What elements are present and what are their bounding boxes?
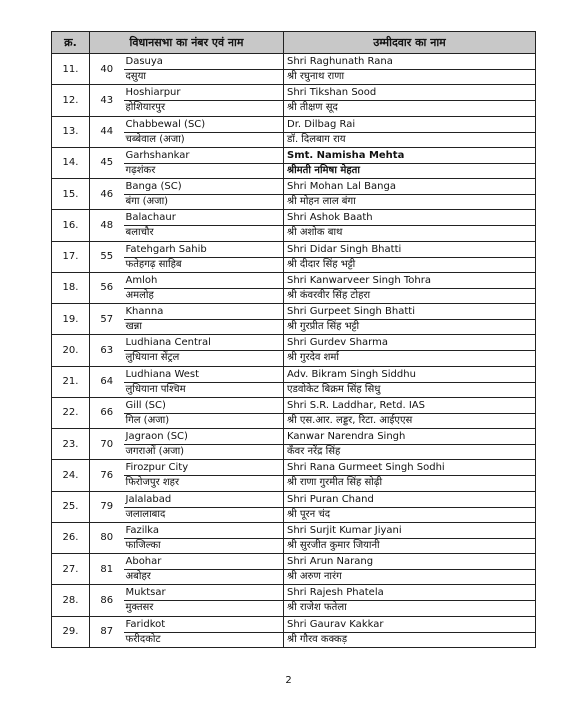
candidate-name	[284, 585, 536, 616]
table-row	[52, 460, 536, 491]
table-row	[52, 210, 536, 241]
serial-number: 24.	[52, 460, 90, 491]
constituency-name-english: Amloh	[125, 274, 158, 286]
serial-number: 13.	[52, 116, 90, 147]
constituency-name-english: Dasuya	[125, 56, 163, 68]
serial-number: 20.	[52, 335, 90, 366]
candidate-name-hindi: श्री गौरव कक्कड़	[284, 632, 535, 647]
candidate-name-hindi: श्री गुरप्रीत सिंह भट्टी	[284, 319, 535, 334]
table-row	[52, 179, 536, 210]
constituency-number: 64	[90, 366, 124, 397]
candidate-name-hindi: श्री तीक्षण सूद	[284, 100, 535, 115]
header-candidate: उम्मीदवार का नाम	[284, 32, 536, 54]
constituency-name-hindi: जगराओं (अजा)	[124, 444, 284, 459]
constituency-name-hindi: मुक्तसर	[124, 600, 284, 615]
candidate-name-english: Shri Tikshan Sood	[287, 87, 377, 99]
table-row	[52, 366, 536, 397]
candidate-name-hindi: एडवोकेट बिक्रम सिंह सिधु	[284, 382, 535, 397]
table-body	[52, 54, 536, 648]
table-row	[52, 616, 536, 647]
constituency-name-english: Hoshiarpur	[125, 87, 181, 99]
constituency-name-english: Jalalabad	[125, 493, 172, 505]
constituency-name	[124, 366, 284, 397]
candidate-name-hindi: श्री रघुनाथ राणा	[284, 69, 535, 84]
serial-number: 11.	[52, 54, 90, 85]
constituency-number: 57	[90, 304, 124, 335]
constituency-name-english: Faridkot	[125, 618, 166, 630]
constituency-name-english: Ludhiana Central	[125, 337, 211, 349]
constituency-number: 87	[90, 616, 124, 647]
header-constituency: विधानसभा का नंबर एवं नाम	[90, 32, 284, 54]
candidate-name-hindi: कँवर नरेंद्र सिंह	[284, 444, 535, 459]
candidate-name	[284, 397, 536, 428]
serial-number: 19.	[52, 304, 90, 335]
candidate-name	[284, 272, 536, 303]
table-row	[52, 429, 536, 460]
constituency-name	[124, 304, 284, 335]
serial-number: 18.	[52, 272, 90, 303]
candidate-name	[284, 429, 536, 460]
constituency-name-english: Garhshankar	[125, 149, 190, 161]
candidate-name	[284, 366, 536, 397]
candidate-table	[51, 31, 536, 648]
constituency-name	[124, 522, 284, 553]
constituency-name-hindi: जलालाबाद	[124, 507, 284, 522]
candidate-name	[284, 147, 536, 178]
constituency-number: 76	[90, 460, 124, 491]
candidate-name-english: Shri Didar Singh Bhatti	[287, 243, 402, 255]
constituency-number: 56	[90, 272, 124, 303]
constituency-name-english: Gill (SC)	[125, 399, 166, 411]
constituency-name-hindi: खन्ना	[124, 319, 284, 334]
candidate-name	[284, 491, 536, 522]
constituency-name-english: Jagraon (SC)	[125, 431, 188, 443]
constituency-name	[124, 554, 284, 585]
candidate-name-hindi: श्री मोहन लाल बंगा	[284, 194, 535, 209]
candidate-name	[284, 616, 536, 647]
constituency-name-english: Firozpur City	[125, 462, 189, 474]
candidate-name	[284, 179, 536, 210]
table-row	[52, 85, 536, 116]
constituency-name-hindi: गढ़शंकर	[124, 163, 284, 178]
candidate-name-english: Shri Gurpeet Singh Bhatti	[287, 306, 415, 318]
serial-number: 15.	[52, 179, 90, 210]
table-row	[52, 147, 536, 178]
candidate-name-english: Smt. Namisha Mehta	[287, 149, 405, 161]
constituency-name	[124, 241, 284, 272]
constituency-name-hindi: अमलोह	[124, 288, 284, 303]
constituency-number: 55	[90, 241, 124, 272]
serial-number: 21.	[52, 366, 90, 397]
constituency-name-english: Khanna	[125, 306, 164, 318]
candidate-name-hindi: श्री राणा गुरमीत सिंह सोढ़ी	[284, 475, 535, 490]
constituency-name	[124, 179, 284, 210]
serial-number: 12.	[52, 85, 90, 116]
table-row	[52, 272, 536, 303]
candidate-name-english: Shri Puran Chand	[287, 493, 374, 505]
candidate-name	[284, 54, 536, 85]
constituency-number: 81	[90, 554, 124, 585]
constituency-name-english: Fatehgarh Sahib	[125, 243, 207, 255]
header-serial-number: क्र.	[52, 32, 90, 54]
constituency-name-hindi: बलाचौर	[124, 225, 284, 240]
candidate-name-hindi: श्री राजेश फतेला	[284, 600, 535, 615]
candidate-name-english: Shri Raghunath Rana	[287, 56, 393, 68]
constituency-number: 46	[90, 179, 124, 210]
constituency-name-hindi: फरीदकोट	[124, 632, 284, 647]
candidate-name-english: Shri Surjit Kumar Jiyani	[287, 524, 402, 536]
constituency-name-english: Muktsar	[125, 587, 166, 599]
candidate-name-english: Shri S.R. Laddhar, Retd. IAS	[287, 399, 425, 411]
candidate-name-hindi: श्री एस.आर. लड्डर, रिटा. आईएएस	[284, 413, 535, 428]
constituency-number: 43	[90, 85, 124, 116]
serial-number: 27.	[52, 554, 90, 585]
constituency-name-hindi: लुधियाना सेंट्रल	[124, 350, 284, 365]
constituency-name-hindi: फाजिल्का	[124, 538, 284, 553]
constituency-name-hindi: दसुया	[124, 69, 284, 84]
constituency-number: 45	[90, 147, 124, 178]
constituency-name	[124, 210, 284, 241]
candidate-name-english: Shri Mohan Lal Banga	[287, 181, 396, 193]
candidate-name-english: Adv. Bikram Singh Siddhu	[287, 368, 416, 380]
table-row	[52, 397, 536, 428]
table-header-row	[52, 32, 536, 54]
constituency-name-english: Chabbewal (SC)	[125, 118, 206, 130]
candidate-name-english: Shri Ashok Baath	[287, 212, 373, 224]
candidate-name	[284, 85, 536, 116]
serial-number: 14.	[52, 147, 90, 178]
constituency-number: 80	[90, 522, 124, 553]
table-row	[52, 335, 536, 366]
constituency-name-english: Abohar	[125, 556, 162, 568]
constituency-name	[124, 116, 284, 147]
candidate-list-document	[51, 31, 535, 648]
candidate-name	[284, 116, 536, 147]
candidate-name-english: Shri Kanwarveer Singh Tohra	[287, 274, 431, 286]
constituency-number: 70	[90, 429, 124, 460]
constituency-name-hindi: फिरोजपुर शहर	[124, 475, 284, 490]
constituency-name-hindi: चब्बेवाल (अजा)	[124, 132, 284, 147]
constituency-name	[124, 397, 284, 428]
page-number: 2	[285, 675, 292, 686]
candidate-name-english: Shri Gurdev Sharma	[287, 337, 388, 349]
candidate-name-hindi: श्री दीदार सिंह भट्टी	[284, 257, 535, 272]
constituency-name	[124, 272, 284, 303]
serial-number: 29.	[52, 616, 90, 647]
constituency-number: 86	[90, 585, 124, 616]
serial-number: 22.	[52, 397, 90, 428]
candidate-name-english: Dr. Dilbag Rai	[287, 118, 356, 130]
constituency-number: 40	[90, 54, 124, 85]
constituency-name-hindi: अबोहर	[124, 569, 284, 584]
constituency-name-english: Ludhiana West	[125, 368, 200, 380]
table-row	[52, 522, 536, 553]
table-row	[52, 304, 536, 335]
candidate-name-hindi: श्री पूरन चंद	[284, 507, 535, 522]
table-row	[52, 54, 536, 85]
serial-number: 16.	[52, 210, 90, 241]
serial-number: 26.	[52, 522, 90, 553]
table-row	[52, 491, 536, 522]
candidate-name-hindi: श्री कंवरवीर सिंह टोहरा	[284, 288, 535, 303]
candidate-name-hindi: श्री गुरदेव शर्मा	[284, 350, 535, 365]
candidate-name	[284, 460, 536, 491]
candidate-name	[284, 554, 536, 585]
constituency-number: 48	[90, 210, 124, 241]
table-row	[52, 585, 536, 616]
candidate-name-hindi: श्री अरुण नारंग	[284, 569, 535, 584]
constituency-name	[124, 616, 284, 647]
table-row	[52, 241, 536, 272]
candidate-name-english: Shri Gaurav Kakkar	[287, 618, 384, 630]
constituency-number: 44	[90, 116, 124, 147]
constituency-name-hindi: फतेहगढ़ साहिब	[124, 257, 284, 272]
constituency-name-english: Fazilka	[125, 524, 160, 536]
candidate-name	[284, 210, 536, 241]
serial-number: 28.	[52, 585, 90, 616]
table-row	[52, 116, 536, 147]
constituency-name-hindi: लुधियाना पश्चिम	[124, 382, 284, 397]
constituency-name	[124, 335, 284, 366]
constituency-name-hindi: गिल (अजा)	[124, 413, 284, 428]
constituency-name	[124, 54, 284, 85]
constituency-number: 79	[90, 491, 124, 522]
candidate-name-hindi: डॉ. दिलबाग राय	[284, 132, 535, 147]
constituency-name-hindi: होशियारपुर	[124, 100, 284, 115]
candidate-name	[284, 241, 536, 272]
constituency-name	[124, 491, 284, 522]
candidate-name	[284, 304, 536, 335]
constituency-name-hindi: बंगा (अजा)	[124, 194, 284, 209]
constituency-name	[124, 429, 284, 460]
constituency-name-english: Balachaur	[125, 212, 176, 224]
constituency-name	[124, 585, 284, 616]
serial-number: 23.	[52, 429, 90, 460]
candidate-name-hindi: श्री सुरजीत कुमार जियानी	[284, 538, 535, 553]
table-row	[52, 554, 536, 585]
candidate-name-hindi: श्री अशोक बाथ	[284, 225, 535, 240]
candidate-name-english: Shri Rajesh Phatela	[287, 587, 384, 599]
constituency-name	[124, 85, 284, 116]
constituency-name	[124, 460, 284, 491]
candidate-name-hindi: श्रीमती नमिषा मेहता	[284, 163, 535, 178]
candidate-name-english: Kanwar Narendra Singh	[287, 431, 406, 443]
serial-number: 25.	[52, 491, 90, 522]
candidate-name-english: Shri Arun Narang	[287, 556, 374, 568]
constituency-name	[124, 147, 284, 178]
candidate-name	[284, 522, 536, 553]
candidate-name	[284, 335, 536, 366]
constituency-number: 63	[90, 335, 124, 366]
constituency-name-english: Banga (SC)	[125, 181, 182, 193]
candidate-name-english: Shri Rana Gurmeet Singh Sodhi	[287, 462, 445, 474]
constituency-number: 66	[90, 397, 124, 428]
serial-number: 17.	[52, 241, 90, 272]
